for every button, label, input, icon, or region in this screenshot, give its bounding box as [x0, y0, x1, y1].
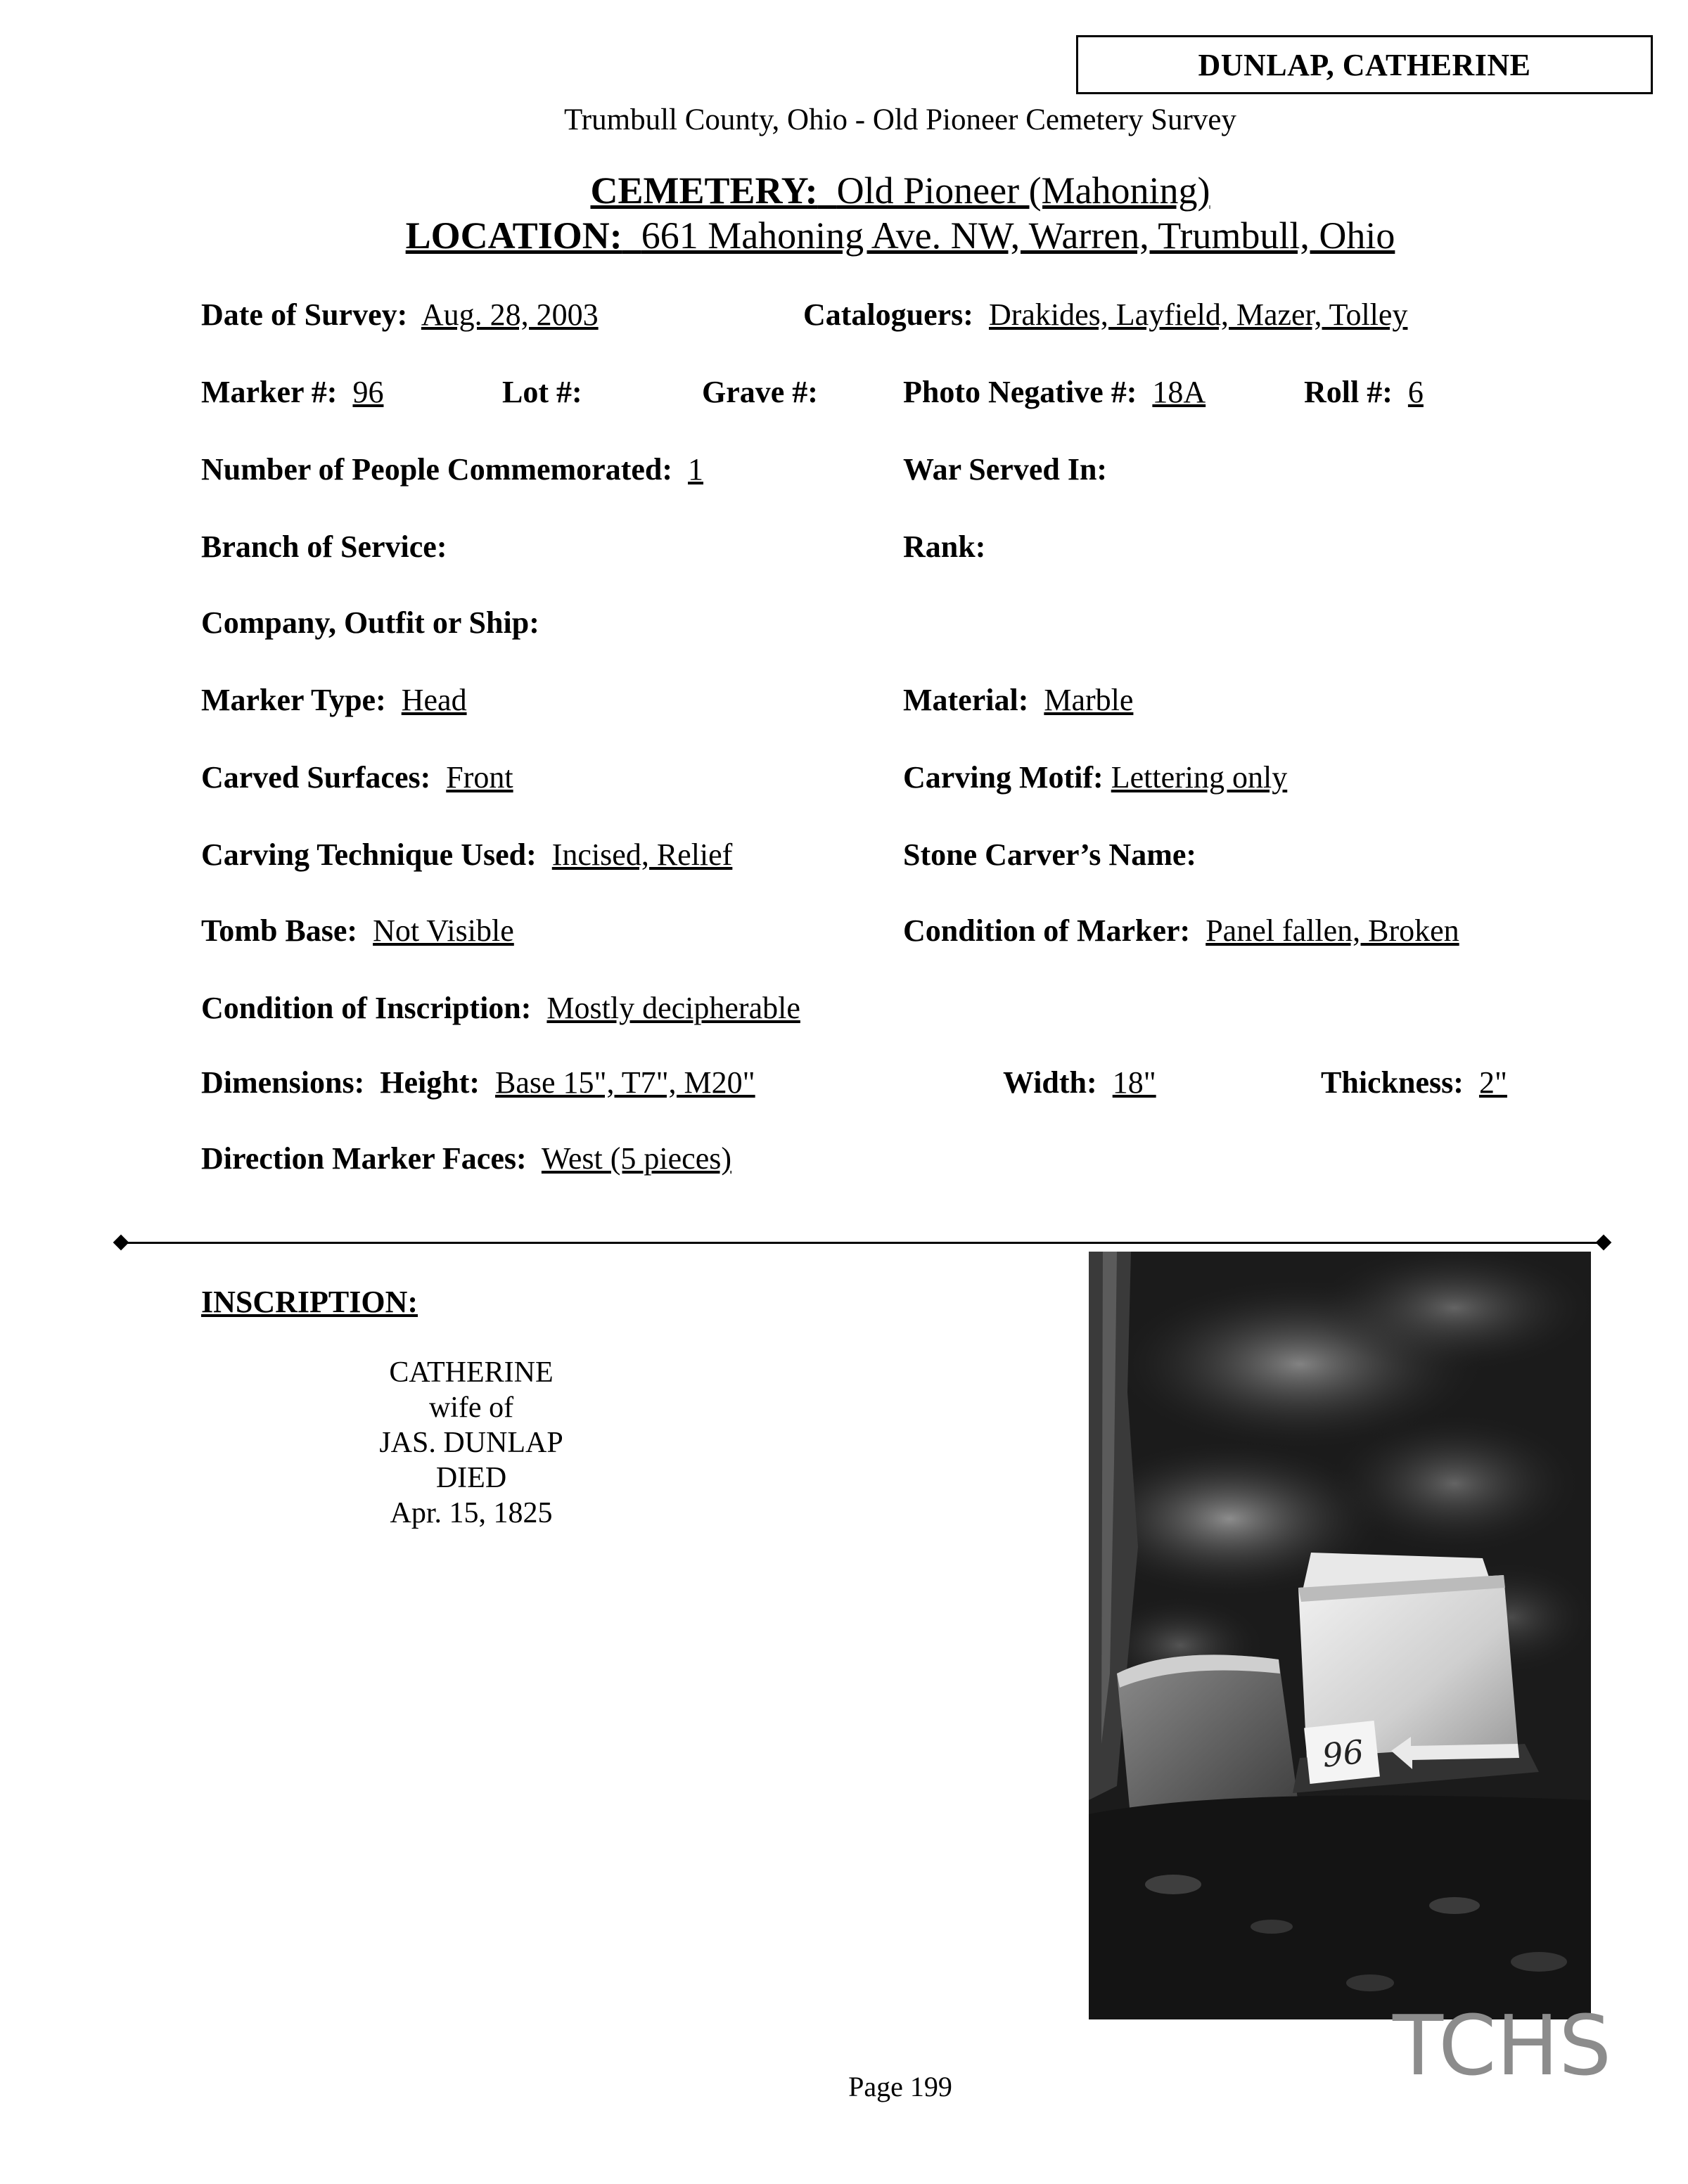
roll-number-value: 6 — [1407, 375, 1424, 409]
carving-technique-value: Incised, Relief — [551, 837, 733, 872]
carved-surfaces-value: Front — [446, 760, 513, 795]
condition-inscription-value: Mostly decipherable — [546, 991, 800, 1025]
inscription-line: Apr. 15, 1825 — [390, 1497, 553, 1529]
gravestone-photo-drawing — [1089, 1252, 1591, 2019]
cemetery-label: CEMETERY: — [590, 169, 818, 212]
tomb-base-value: Not Visible — [373, 913, 514, 948]
marker-tag-number: 96 — [1320, 1732, 1366, 1775]
width-field — [1003, 1065, 1156, 1100]
war-served-label: War Served In: — [903, 452, 1108, 487]
people-commemorated-label: Number of People Commemorated: — [201, 452, 673, 487]
branch-of-service-label: Branch of Service: — [201, 529, 447, 564]
divider-right-diamond-icon — [1596, 1235, 1612, 1251]
condition-marker-label: Condition of Marker: — [903, 913, 1191, 948]
height-label: Height: — [380, 1065, 480, 1100]
condition-marker-field — [903, 913, 1459, 949]
date-of-survey-field — [201, 297, 599, 333]
cemetery-heading — [0, 169, 1688, 212]
carving-motif-label: Carving Motif: — [903, 760, 1104, 795]
page-number: Page 199 — [848, 2071, 952, 2102]
date-of-survey-label: Date of Survey: — [201, 297, 408, 332]
width-label: Width: — [1003, 1065, 1097, 1100]
material-field — [903, 682, 1133, 718]
material-value: Marble — [1044, 683, 1134, 717]
thickness-value: 2" — [1478, 1065, 1507, 1100]
marker-type-label: Marker Type: — [201, 683, 386, 717]
carved-surfaces-field — [201, 759, 513, 795]
stone-carver-field — [903, 837, 1196, 873]
marker-number-field — [201, 374, 383, 410]
stone-carver-label: Stone Carver’s Name: — [903, 837, 1197, 872]
condition-marker-value: Panel fallen, Broken — [1206, 913, 1459, 948]
location-value: 661 Mahoning Ave. NW, Warren, Trumbull, Ohio — [641, 214, 1395, 257]
thickness-field — [1321, 1065, 1507, 1100]
marker-number-value: 96 — [352, 375, 384, 409]
people-commemorated-value: 1 — [688, 452, 704, 487]
section-divider — [120, 1242, 1604, 1244]
cataloguers-field — [803, 297, 1407, 333]
company-label: Company, Outfit or Ship: — [201, 605, 539, 640]
divider-left-diamond-icon — [113, 1235, 129, 1251]
width-value: 18" — [1112, 1065, 1156, 1100]
gravestone-photo — [1089, 1252, 1591, 2019]
record-name: DUNLAP, CATHERINE — [1198, 47, 1531, 82]
war-served-field — [903, 451, 1107, 487]
carving-technique-label: Carving Technique Used: — [201, 837, 537, 872]
rank-label: Rank: — [903, 529, 986, 564]
location-heading — [0, 214, 1688, 257]
company-field — [201, 605, 539, 641]
direction-label: Direction Marker Faces: — [201, 1141, 527, 1176]
people-commemorated-field — [201, 451, 703, 487]
carving-technique-field — [201, 837, 732, 873]
cemetery-value: Old Pioneer (Mahoning) — [836, 169, 1210, 212]
date-of-survey-value: Aug. 28, 2003 — [421, 297, 599, 332]
photo-negative-value: 18A — [1152, 375, 1206, 409]
direction-value: West (5 pieces) — [541, 1141, 731, 1176]
tchs-watermark: TCHS — [1393, 1997, 1612, 2094]
rank-field — [903, 529, 985, 565]
inscription-line: wife of — [428, 1392, 514, 1424]
grave-number-field — [702, 374, 818, 410]
lot-number-field — [502, 374, 582, 410]
cataloguers-value: Drakides, Layfield, Mazer, Tolley — [988, 297, 1408, 332]
inscription-line: DIED — [435, 1462, 507, 1494]
grave-number-label: Grave #: — [702, 375, 818, 409]
lot-number-label: Lot #: — [502, 375, 582, 409]
photo-negative-label: Photo Negative #: — [903, 375, 1137, 409]
carving-motif-value: Lettering only — [1111, 760, 1288, 795]
inscription-line: CATHERINE — [389, 1356, 554, 1389]
tomb-base-field — [201, 913, 514, 949]
inscription-title: INSCRIPTION: — [201, 1285, 418, 1319]
dimensions-label: Dimensions: — [201, 1065, 365, 1100]
inscription-line: JAS. DUNLAP — [379, 1427, 563, 1459]
thickness-label: Thickness: — [1321, 1065, 1464, 1100]
record-name-box — [1076, 35, 1653, 94]
roll-number-field — [1304, 374, 1424, 410]
survey-title: Trumbull County, Ohio - Old Pioneer Cemetery Survey — [564, 103, 1236, 136]
marker-number-label: Marker #: — [201, 375, 338, 409]
condition-inscription-label: Condition of Inscription: — [201, 991, 532, 1025]
roll-number-label: Roll #: — [1304, 375, 1393, 409]
marker-type-field — [201, 682, 467, 718]
marker-type-value: Head — [401, 683, 467, 717]
height-value: Base 15", T7", M20" — [495, 1065, 755, 1100]
direction-field — [201, 1141, 731, 1176]
carving-motif-field — [903, 759, 1287, 795]
branch-of-service-field — [201, 529, 447, 565]
photo-negative-field — [903, 374, 1206, 410]
condition-inscription-field — [201, 990, 800, 1026]
dimensions-height-field — [201, 1065, 755, 1100]
material-label: Material: — [903, 683, 1029, 717]
cataloguers-label: Cataloguers: — [803, 297, 973, 332]
location-label: LOCATION: — [405, 214, 622, 257]
carved-surfaces-label: Carved Surfaces: — [201, 760, 431, 795]
tomb-base-label: Tomb Base: — [201, 913, 358, 948]
